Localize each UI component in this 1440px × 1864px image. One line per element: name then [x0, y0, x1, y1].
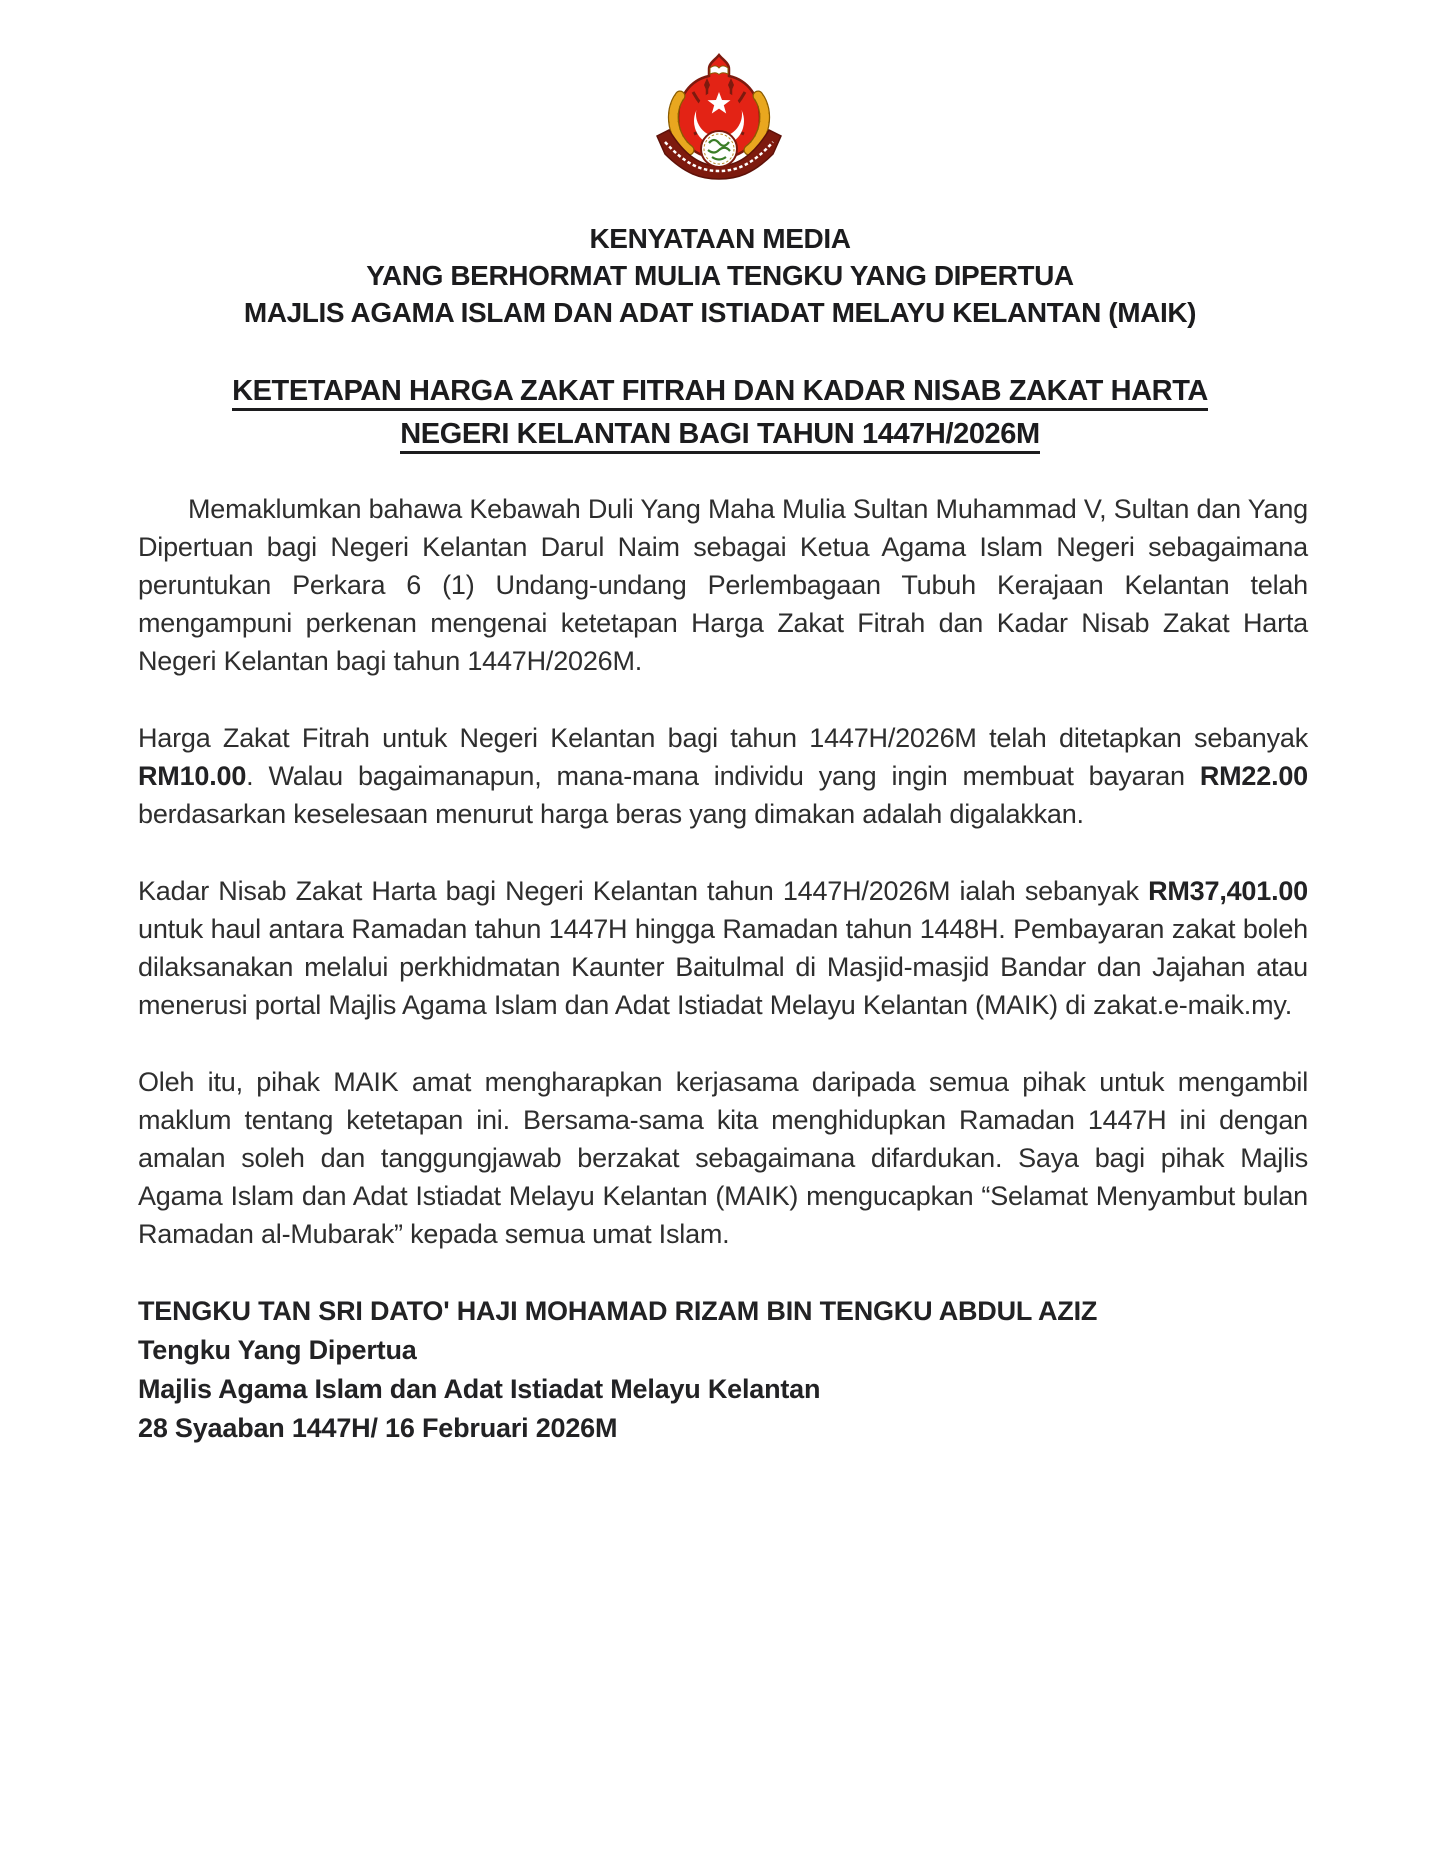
document-body: [138, 490, 1308, 1448]
kelantan-crest-icon: [648, 52, 790, 180]
maik-crest-logo: [648, 52, 790, 180]
signatory-title: Tengku Yang Dipertua: [138, 1335, 417, 1365]
statement-date: 28 Syaaban 1447H/ 16 Februari 2026M: [138, 1413, 618, 1443]
signature-block: [138, 1292, 1308, 1448]
statement-type-heading: KENYATAAN MEDIA: [589, 223, 851, 254]
issuer-title-heading: YANG BERHORMAT MULIA TENGKU YANG DIPERTUA: [366, 260, 1074, 291]
paragraph-proclamation: Memaklumkan bahawa Kebawah Duli Yang Maha Mulia Sultan Muhammad V, Sultan dan Yang Dipertuan bagi Negeri Kelantan Darul Naim sebagai Ketua Agama Islam Negeri sebagaimana peruntukan Perkara 6 (1) Undang-undang Perlembagaan Tubuh Kerajaan Kelantan telah mengampuni perkenan mengenai ketetapan Harga Zakat Fitrah dan Kadar Nisab Zakat Harta Negeri Kelantan bagi tahun 1447H/2026M.: [138, 494, 1308, 676]
letterhead: [0, 220, 1440, 331]
paragraph-nisab-rate: Kadar Nisab Zakat Harta bagi Negeri Kelantan tahun 1447H/2026M ialah sebanyak RM37,401.00 untuk haul antara Ramadan tahun 1447H hingga Ramadan tahun 1448H. Pembayaran zakat boleh dilaksanakan melalui perkhidmatan Kaunter Baitulmal di Masjid-masjid Bandar dan Jajahan atau menerusi portal Majlis Agama Islam dan Adat Istiadat Melayu Kelantan (MAIK) di zakat.e-maik.my.: [138, 876, 1308, 1020]
paragraph-zakat-fitrah-rate: Harga Zakat Fitrah untuk Negeri Kelantan bagi tahun 1447H/2026M telah ditetapkan sebanyak RM10.00. Walau bagaimanapun, mana-mana individu yang ingin membuat bayaran RM22.00 berdasarkan keselesaan menurut harga beras yang dimakan adalah digalakkan.: [138, 723, 1308, 829]
signatory-organization: Majlis Agama Islam dan Adat Istiadat Melayu Kelantan: [138, 1374, 821, 1404]
signatory-name: TENGKU TAN SRI DATO' HAJI MOHAMAD RIZAM BIN TENGKU ABDUL AZIZ: [138, 1296, 1098, 1326]
subject-title-line-2: NEGERI KELANTAN BAGI TAHUN 1447H/2026M: [0, 413, 1440, 456]
organization-heading: MAJLIS AGAMA ISLAM DAN ADAT ISTIADAT MELAYU KELANTAN (MAIK): [243, 297, 1197, 328]
paragraph-closing: Oleh itu, pihak MAIK amat mengharapkan kerjasama daripada semua pihak untuk mengambil maklum tentang ketetapan ini. Bersama-sama kita menghidupkan Ramadan 1447H ini dengan amalan soleh dan tanggungjawab berzakat sebagaimana difardukan. Saya bagi pihak Majlis Agama Islam dan Adat Istiadat Melayu Kelantan (MAIK) mengucapkan “Selamat Menyambut bulan Ramadan al-Mubarak” kepada semua umat Islam.: [138, 1067, 1308, 1249]
subject-title-line-1: KETETAPAN HARGA ZAKAT FITRAH DAN KADAR NISAB ZAKAT HARTA: [0, 370, 1440, 413]
subject-title: [0, 370, 1440, 456]
